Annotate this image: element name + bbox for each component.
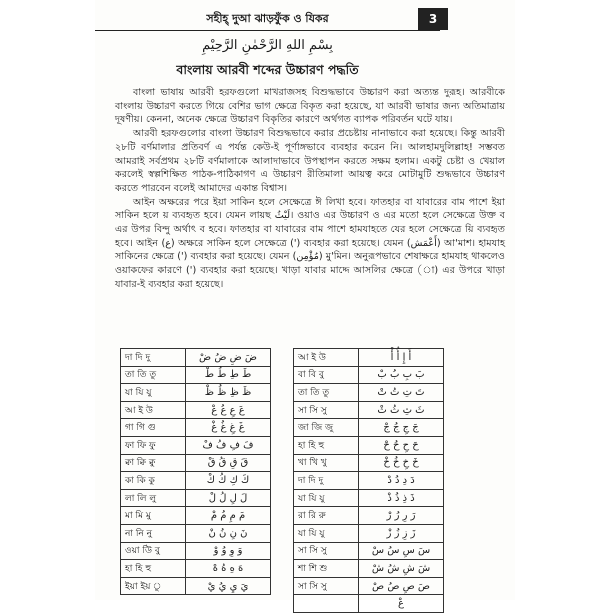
bangla-pronunciation-cell: ইয়া ইয় ু	[121, 577, 186, 595]
bangla-pronunciation-cell: লা লি লু	[121, 489, 186, 507]
section-title: বাংলায় আরবী শব্দের উচ্চারণ পদ্ধতি	[176, 62, 359, 77]
bangla-pronunciation-cell: হা হি হু	[121, 560, 186, 578]
bangla-pronunciation-cell: ফা ফি ফু	[121, 436, 186, 454]
table-row	[121, 489, 271, 507]
bangla-pronunciation-cell: গা গি গু	[121, 419, 186, 437]
table-row	[121, 542, 271, 560]
table-row	[294, 436, 444, 454]
table-row	[121, 577, 271, 595]
arabic-letter-cell: تَ تِ تُ تْ	[359, 384, 444, 402]
table-row	[121, 436, 271, 454]
table-row	[121, 454, 271, 472]
arabic-letter-cell: بَ بِ بُ بْ	[359, 366, 444, 384]
bangla-pronunciation-cell: কা কি কু	[121, 472, 186, 490]
bangla-pronunciation-cell: যা যি যু	[294, 489, 359, 507]
table-row	[294, 524, 444, 542]
table-row	[294, 366, 444, 384]
bangla-pronunciation-cell: যা যি যু	[121, 384, 186, 402]
bangla-pronunciation-cell: না নি নু	[121, 524, 186, 542]
page-number-badge: 3	[418, 8, 448, 30]
arabic-letter-cell: صَ صِ صُ صْ	[359, 577, 444, 595]
letter-table-right	[293, 348, 444, 613]
arabic-letter-cell: كَ كِ كُ كْ	[186, 472, 271, 490]
arabic-letter-cell: زَ زِ زُ زْ	[359, 524, 444, 542]
arabic-letter-cell: حَ حِ حُ حْ	[359, 436, 444, 454]
body-text	[115, 86, 505, 292]
table-row	[294, 560, 444, 578]
bangla-pronunciation-cell: শা শি শু	[294, 560, 359, 578]
bangla-pronunciation-cell	[294, 595, 359, 613]
paragraph: আইন অক্ষরের পরে ইয়া সাকিন হলে সেক্ষেত্রে ঈ লিখা হবে। ফাতহার বা যাবারের বাম পাশে ইয়া সাকিন হলে য় ব্যবহৃত হবে। যেমন লায়ছ لَيْثُ। ওয়াও এর উচ্চারণ ও এর মতো হলে সেক্ষেত্রে উক্ত ব এর উপর বিন্দু অর্থাৎ ব হবে। ফাতহার বা যাবারের বাম পাশে হামযাহতে যের হলে সেক্ষেত্রে য়ি ব্যবহৃত হবে। আইন (ع) অক্ষরে সাকিন হলে সেক্ষেত্রে (') ব্যবহার করা হয়েছে। যেমন (أَعْمَش) আ'মাশ। হামযাহ সাকিনের ক্ষেত্রে (') ব্যবহার করা হয়েছে। যেমন (مُؤْمِن) মু'মিন। অনুরূপভাবে শেষাক্ষরে হামযাহ থাকলেও ওয়াকফের কারণে (') ব্যবহার করা হয়েছে। খাড়া যাবার মাদ্দে আসলির ক্ষেত্রে (া) এর উপরে খাড়া যাবার-ই ব্যবহার করা হয়েছে।	[115, 196, 506, 290]
arabic-letter-cell: خَ خِ خُ خْ	[359, 454, 444, 472]
bangla-pronunciation-cell: তা তি তু	[294, 384, 359, 402]
table-row	[121, 366, 271, 384]
table-row	[121, 401, 271, 419]
table-row	[121, 472, 271, 490]
table-row	[294, 454, 444, 472]
table-row	[121, 349, 271, 367]
bangla-pronunciation-cell: জা জি জু	[294, 419, 359, 437]
paragraph: আরবী হরফগুলোর বাংলা উচ্চারণ বিশুদ্ধভাবে করার প্রচেষ্টায় নানাভাবে করা হয়েছে। কিন্তু আরবী ২৮টি বর্ণমালার প্রতিবর্ণ এ পর্যন্ত কেউ-ই পূর্ণাঙ্গভাবে ব্যবহার করেন নি। আলহামদুলিল্লাহ! সম্ভবত আমরাই সর্বপ্রথম ২৮টি বর্ণমালাকে আলাদাভাবে উপস্থাপন করতে সক্ষম হলাম। একটু চেষ্টা ও খেয়াল করলেই স্বল্পশিক্ষিত পাঠক-পাঠিকাগণ এ উচ্চারণ রীতিমালা আয়ত্ব করে মোটামুটি শুদ্ধভাবে উচ্চারণ করতে পারবেন বলেই আমাদের একান্ত বিশ্বাস।	[115, 128, 505, 194]
arabic-letter-cell: سَ سِ سُ سْ	[359, 542, 444, 560]
arabic-letter-cell: جَ جِ جُ جْ	[359, 419, 444, 437]
arabic-letter-cell: لَ لِ لُ لْ	[186, 489, 271, 507]
arabic-letter-cell: عَ عِ عُ عْ	[186, 401, 271, 419]
bangla-pronunciation-cell: মা মি মু	[121, 507, 186, 525]
table-row	[121, 524, 271, 542]
running-header: সহীহ্ দুআ ঝাড়ফুঁক ও যিকর	[95, 8, 440, 31]
arabic-letter-cell: هَ هِ هُ هْ	[186, 560, 271, 578]
table-row	[121, 419, 271, 437]
arabic-letter-cell: أَ إِ أُ أْ	[359, 349, 444, 367]
table-row	[294, 507, 444, 525]
bangla-pronunciation-cell: হা হি হু	[294, 436, 359, 454]
table-row	[294, 542, 444, 560]
bangla-pronunciation-cell: বা বি বু	[294, 366, 359, 384]
table-row	[294, 489, 444, 507]
arabic-letter-cell: وَ وِ وُ وْ	[186, 542, 271, 560]
bangla-pronunciation-cell: ক্বা ক্বি ক্বু	[121, 454, 186, 472]
bangla-pronunciation-cell: সা সি সু	[294, 542, 359, 560]
arabic-letter-cell: ظَ ظِ ظُ ظْ	[186, 384, 271, 402]
arabic-letter-cell: مَ مِ مُ مْ	[186, 507, 271, 525]
table-row	[294, 472, 444, 490]
bangla-pronunciation-cell: রা রি রু	[294, 507, 359, 525]
bangla-pronunciation-cell: দা দি দু	[121, 349, 186, 367]
arabic-letter-cell: شَ شِ شُ شْ	[359, 560, 444, 578]
table-row	[294, 577, 444, 595]
arabic-letter-cell: عْ	[359, 595, 444, 613]
table-row	[294, 595, 444, 613]
bangla-pronunciation-cell: তা তি তু	[121, 366, 186, 384]
bangla-pronunciation-cell: আ ই উ	[294, 349, 359, 367]
table-row	[294, 384, 444, 402]
arabic-letter-cell: نَ نِ نُ نْ	[186, 524, 271, 542]
arabic-letter-cell: غَ غِ غُ غْ	[186, 419, 271, 437]
table-row	[121, 507, 271, 525]
arabic-letter-cell: طَ طِ طُ طْ	[186, 366, 271, 384]
bangla-pronunciation-cell: আ ই উ	[121, 401, 186, 419]
bangla-pronunciation-cell: দা দি দু	[294, 472, 359, 490]
letter-table-left	[120, 348, 271, 595]
bangla-pronunciation-cell: যা যি যু	[294, 524, 359, 542]
arabic-letter-cell: قَ قِ قُ قْ	[186, 454, 271, 472]
bangla-pronunciation-cell: খা খি খু	[294, 454, 359, 472]
arabic-letter-cell: رَ رِ رُ رْ	[359, 507, 444, 525]
table-row	[121, 384, 271, 402]
table-row	[294, 349, 444, 367]
arabic-letter-cell: يَ يِ يُ يْ	[186, 577, 271, 595]
table-row	[121, 560, 271, 578]
arabic-letter-cell: ثَ ثِ ثُ ثْ	[359, 401, 444, 419]
arabic-letter-cell: ضَ ضِ ضُ ضْ	[186, 349, 271, 367]
arabic-letter-cell: ذَ ذِ ذُ ذْ	[359, 489, 444, 507]
bismillah-heading: بِسْمِ اللهِ الرَّحْمٰنِ الرَّحِيْمِ	[202, 38, 333, 53]
arabic-letter-cell: دَ دِ دُ دْ	[359, 472, 444, 490]
paragraph: বাংলা ভাষায় আরবী হরফগুলো মাখরাজসহ বিশুদ্ধভাবে উচ্চারণ করা অত্যন্ত দুরূহ। আরবীকে বাংলায় উচ্চারণ করতে গিয়ে বেশির ভাগ ক্ষেত্রে বিকৃত করা হয়েছে, যা আরবী ভাষার জন্য অতিমাত্রায় দূষণীয়। কেননা, অনেক ক্ষেত্রে উচ্চারণ বিকৃতির কারণে অর্থগত ব্যাপক পরিবর্তন ঘটে যায়।	[115, 87, 505, 126]
bangla-pronunciation-cell: সা সি সু	[294, 577, 359, 595]
table-row	[294, 419, 444, 437]
bangla-pronunciation-cell: ওয়া উি বু	[121, 542, 186, 560]
table-row	[294, 401, 444, 419]
bangla-pronunciation-cell: সা সি সু	[294, 401, 359, 419]
arabic-letter-cell: فَ فِ فُ فْ	[186, 436, 271, 454]
